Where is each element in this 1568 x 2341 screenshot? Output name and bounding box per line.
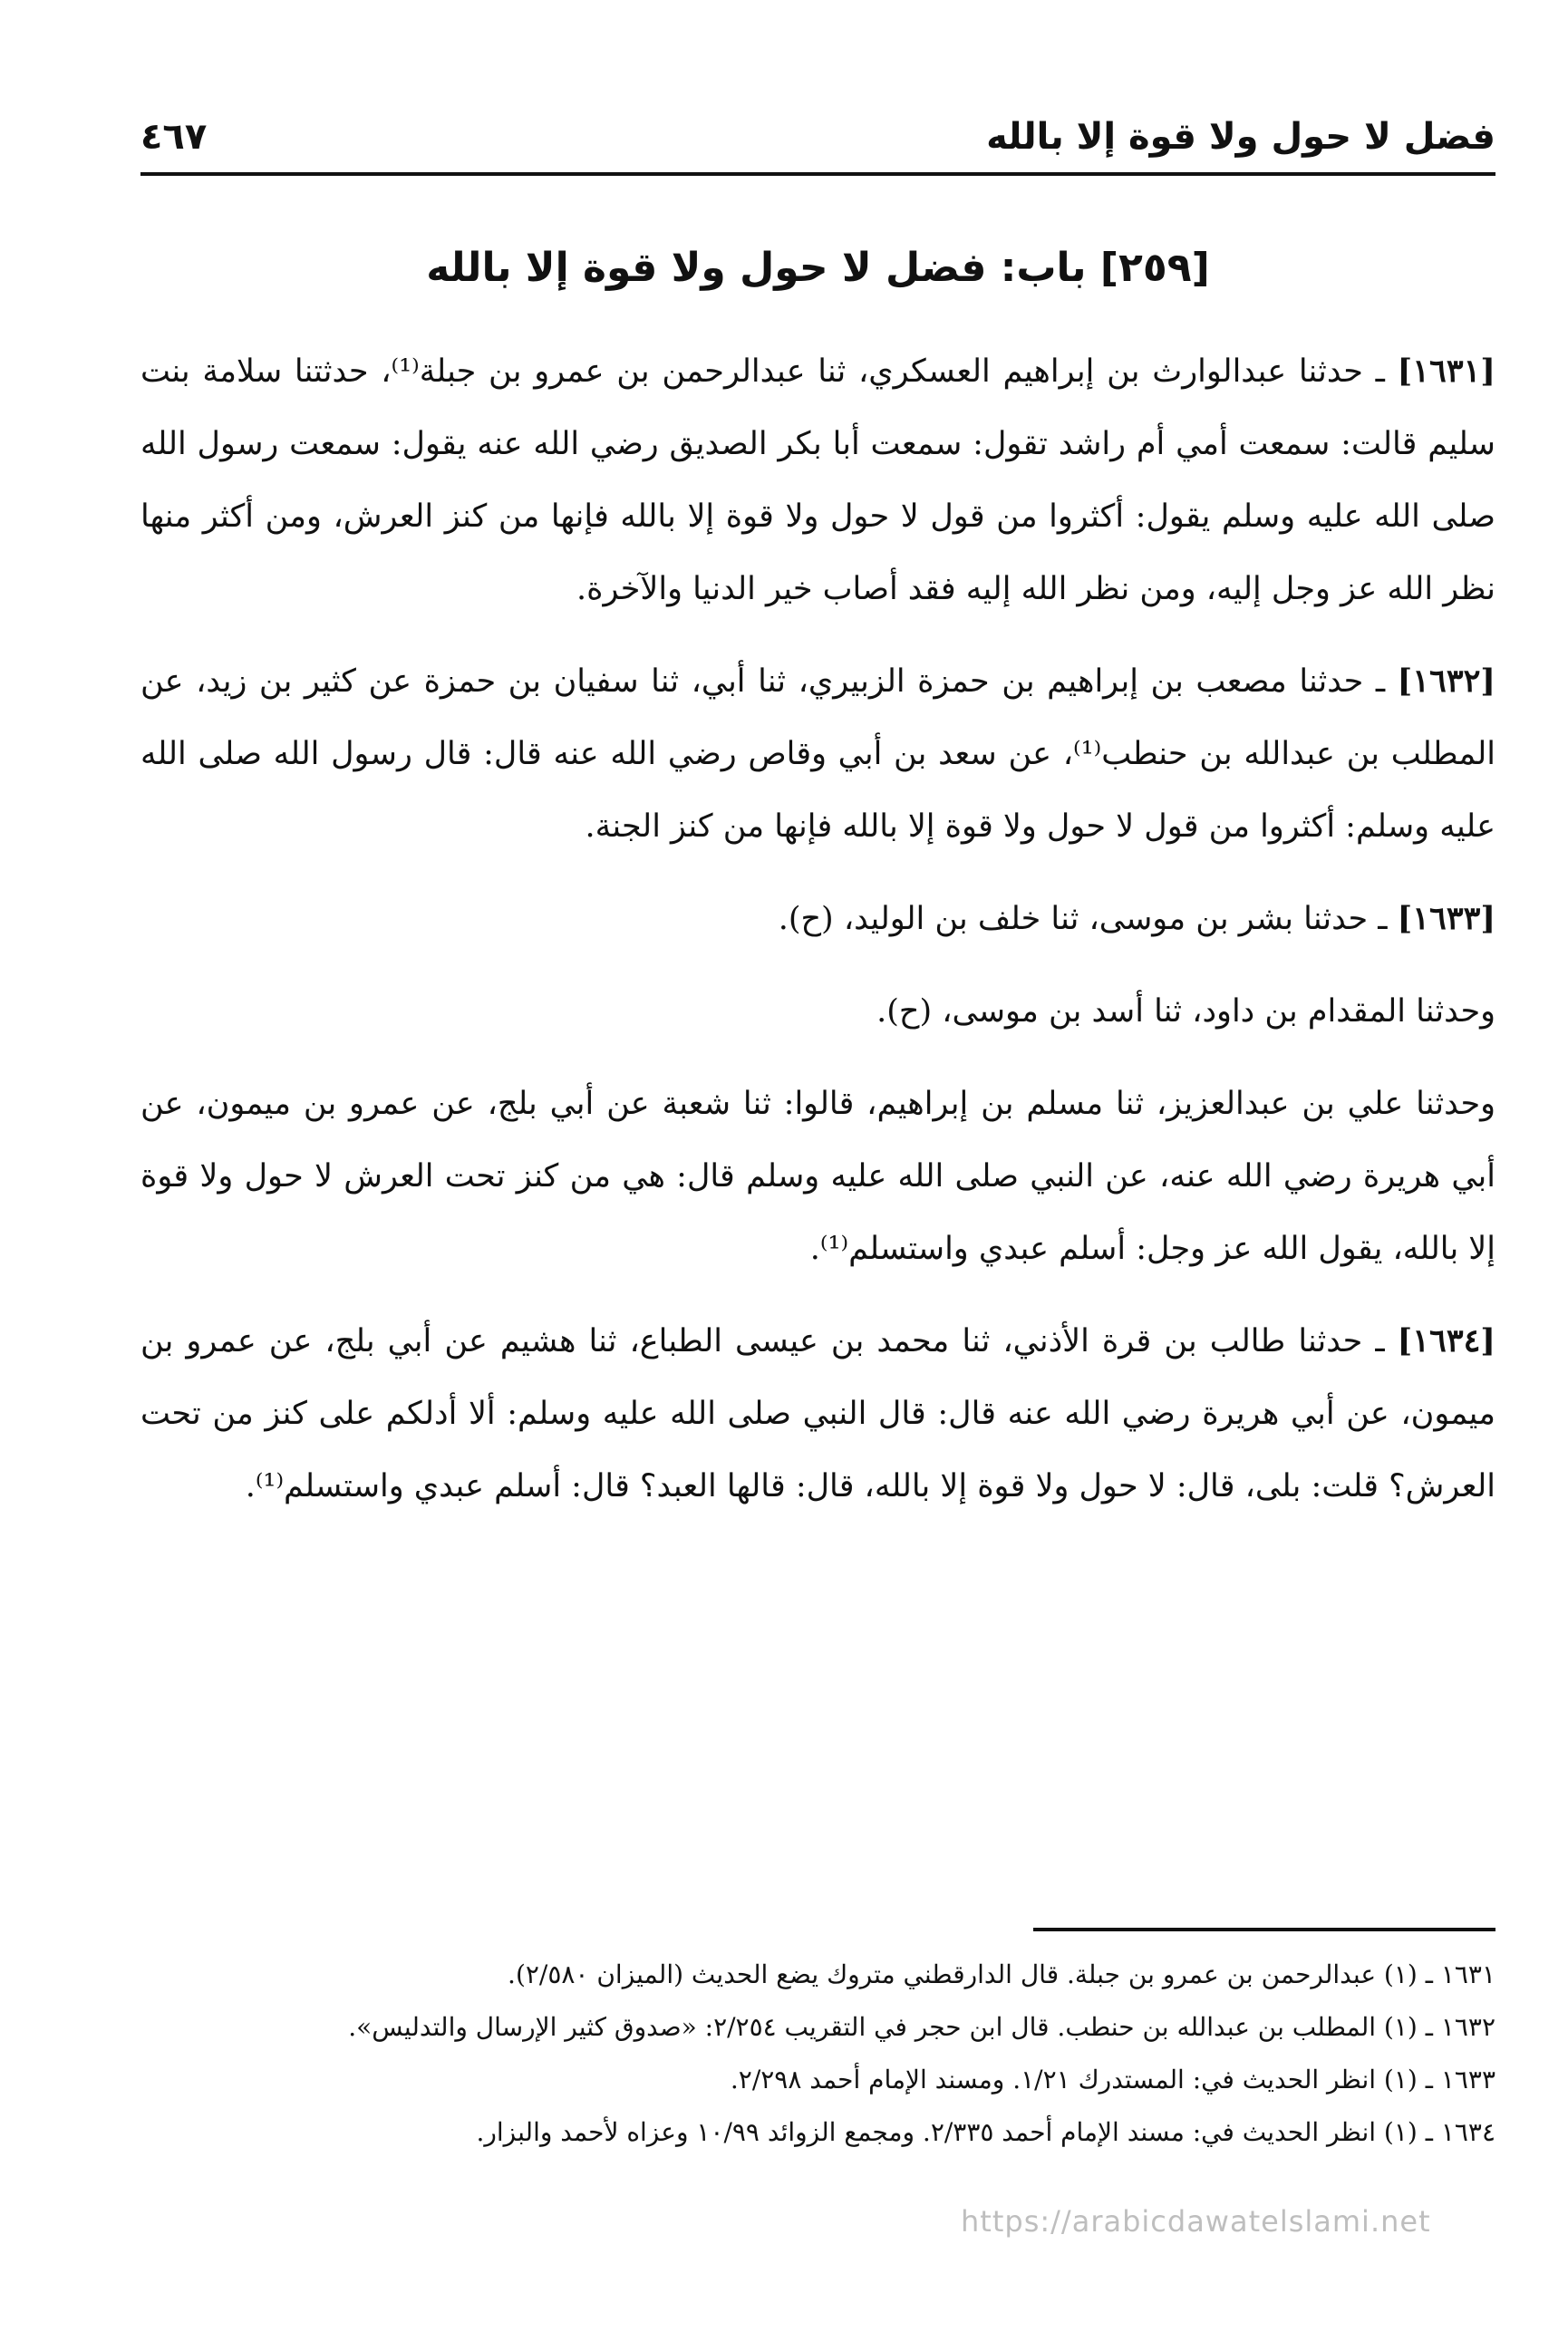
page-header [140,109,1495,176]
hadith-1631 [140,335,1495,625]
chapter-title: [٢٥٩] باب: فضل لا حول ولا قوة إلا بالله [426,245,1210,291]
hadith-number: [١٦٣١] [1397,353,1495,390]
footnote-divider [1033,1928,1495,1931]
main-text [140,335,1495,1543]
footnotes [140,1949,1495,2159]
running-title: فضل لا حول ولا قوة إلا بالله [986,116,1495,158]
hadith-text: ـ حدثنا مصعب بن إبراهيم بن حمزة الزبيري، ثنا أبي، ثنا سفيان بن حمزة عن كثير بن زيد، عن المطلب بن عبدالله بن حنطب⁽¹⁾، عن سعد بن أبي وقاص رضي الله عنه قال: قال رسول الله صلى الله عليه وسلم: أكثروا من قول لا حول ولا قوة إلا بالله فإنها من كنز الجنة. [140,663,1495,845]
hadith-number: [١٦٣٢] [1397,663,1495,700]
footnote-1632: ١٦٣٢ ـ (١) المطلب بن عبدالله بن حنطب. قال ابن حجر في التقريب ٢/٢٥٤: «صدوق كثير الإرسال والتدليس». [348,2012,1495,2042]
hadith-number: [١٦٣٤] [1397,1322,1495,1359]
hadith-1633-chain-2: وحدثنا المقدام بن داود، ثنا أسد بن موسى، (ح). [876,993,1495,1030]
watermark-url: https://arabicdawatelslami.net [961,2204,1431,2239]
hadith-text: ـ حدثنا عبدالوارث بن إبراهيم العسكري، ثنا عبدالرحمن بن عمرو بن جبلة⁽¹⁾، حدثتنا سلامة بنت سليم قالت: سمعت أمي أم راشد تقول: سمعت أبا بكر الصديق رضي الله عنه يقول: سمعت رسول الله صلى الله عليه وسلم يقول: أكثروا من قول لا حول ولا قوة إلا بالله فإنها من كنز العرش، ومن أكثر منها نظر الله عز وجل إليه، ومن نظر الله إليه فقد أصاب خير الدنيا والآخرة. [140,353,1495,607]
hadith-number: [١٦٣٣] [1397,900,1495,937]
footnote-1633: ١٦٣٣ ـ (١) انظر الحديث في: المستدرك ١/٢١. ومسند الإمام أحمد ٢/٢٩٨. [730,2065,1495,2094]
hadith-1634 [140,1305,1495,1523]
hadith-text: ـ حدثنا بشر بن موسى، ثنا خلف بن الوليد، (ح). [778,901,1388,937]
hadith-1633-chain-3: وحدثنا علي بن عبدالعزيز، ثنا مسلم بن إبراهيم، قالوا: ثنا شعبة عن أبي بلج، عن عمرو بن ميمون، عن أبي هريرة رضي الله عنه، عن النبي صلى الله عليه وسلم قال: هي من كنز تحت العرش لا حول ولا قوة إلا بالله، يقول الله عز وجل: أسلم عبدي واستسلم⁽¹⁾. [140,1086,1495,1267]
hadith-text: ـ حدثنا طالب بن قرة الأذني، ثنا محمد بن عيسى الطباع، ثنا هشيم عن أبي بلج، عن عمرو بن ميمون، عن أبي هريرة رضي الله عنه قال: قال النبي صلى الله عليه وسلم: ألا أدلكم على كنز من تحت العرش؟ قلت: بلى، قال: لا حول ولا قوة إلا بالله، قال: قالها العبد؟ قال: أسلم عبدي واستسلم⁽¹⁾. [140,1323,1495,1504]
footnote-1634: ١٦٣٤ ـ (١) انظر الحديث في: مسند الإمام أحمد ٢/٣٣٥. ومجمع الزوائد ١٠/٩٩ وعزاه لأحمد والبزار. [476,2117,1495,2147]
footnote-1631: ١٦٣١ ـ (١) عبدالرحمن بن عمرو بن جبلة. قال الدارقطني متروك يضع الحديث (الميزان ٢/٥٨٠). [508,1959,1495,1989]
page-number: ٤٦٧ [140,116,208,158]
hadith-1633 [140,883,1495,955]
hadith-1632 [140,645,1495,863]
